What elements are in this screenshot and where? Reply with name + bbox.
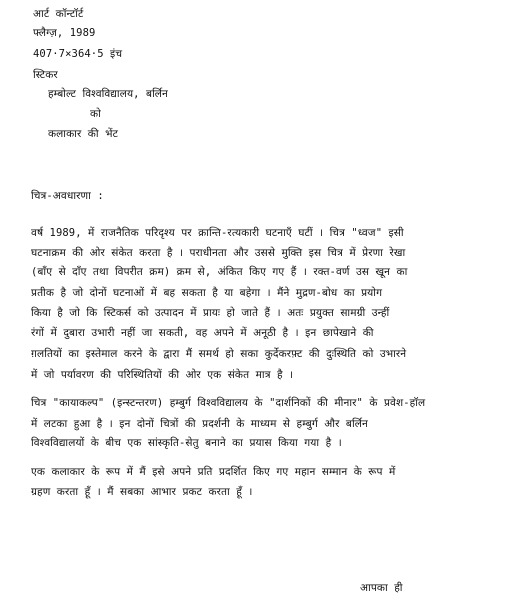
signature: आपका ही [360, 582, 403, 594]
paragraph-line: वर्ष 1989, में राजनैतिक परिदृश्य पर क्रान्ति-रत्यकारी घटनाएँ घटीं । चित्र "ध्वज" इसी [31, 227, 404, 239]
paragraph-line: रंगों में दुबारा उभारी नहीं जा सकती, वह अपने में अनूठी है । इन छापेखाने की [31, 327, 374, 339]
paragraph-line: चित्र "कायाकल्प" (इन्स्टन्तरण) हम्बुर्ग विश्वविद्यालय के "दार्शनिकों की मीनार" के प्रवेश-हॉल [31, 397, 426, 409]
artwork-title: आर्ट कॉन्टॉर्ट [33, 8, 84, 20]
paragraph-line: विश्वविद्यालयों के बीच एक सांस्कृति-सेतु बनाने का प्रयास किया गया है । [31, 437, 342, 449]
paragraph-line: में जो पर्यावरण की परिस्थितियों की ओर एक संकेत मात्र है । [31, 369, 294, 381]
paragraph-line: घटनाक्रम की ओर संकेत करता है । पराधीनता और उससे मुक्ति इस चित्र में प्रेरणा रेखा [31, 247, 406, 259]
dimensions: 407·7×364·5 इंच [33, 48, 123, 60]
paragraph-line: प्रतीक है जो दोनों घटनाओं में बह सकता है या बहेगा । मैंने मुद्रण-बोध का प्रयोग [31, 287, 383, 299]
artist-gift: कलाकार की भेंट [48, 128, 118, 140]
recipient-institution: हम्बोल्ट विश्वविद्यालय, बर्लिन [48, 88, 168, 100]
paragraph-line: (बाँए से दाँए तथा विपरीत क्रम) क्रम से, अंकित किए गए हैं । रक्त-वर्ण उस खून का [31, 266, 408, 278]
concept-heading: चित्र-अवधारणा : [31, 190, 104, 202]
paragraph-line: एक कलाकार के रूप में मैं इसे अपने प्रति प्रदर्शित किए गए महान सम्मान के रूप में [31, 466, 396, 478]
paragraph-line: ग़लतियों का इस्तेमाल करने के द्वारा मैं समर्थ हो सका कुर्देकरफ़्ट की दुःस्थिति को उभारने [31, 348, 407, 360]
paragraph-line: किया है जो कि स्टिकर्स को उत्पादन में प्रायः हो जाते हैं । अतः प्रयुक्त सामग्री उन्हीं [31, 307, 390, 319]
medium-year: फ्लैग्ज़, 1989 [33, 27, 96, 39]
ko-line: को [90, 108, 101, 120]
paragraph-line: ग्रहण करता हूँ । मैं सबका आभार प्रकट करता हूँ । [31, 486, 253, 498]
paragraph-line: में लटका हुआ है । इन दोनों चित्रों की प्रदर्शनी के माध्यम से हम्बुर्ग और बर्लिन [31, 418, 368, 430]
artwork-type: स्टिकर [33, 69, 58, 81]
